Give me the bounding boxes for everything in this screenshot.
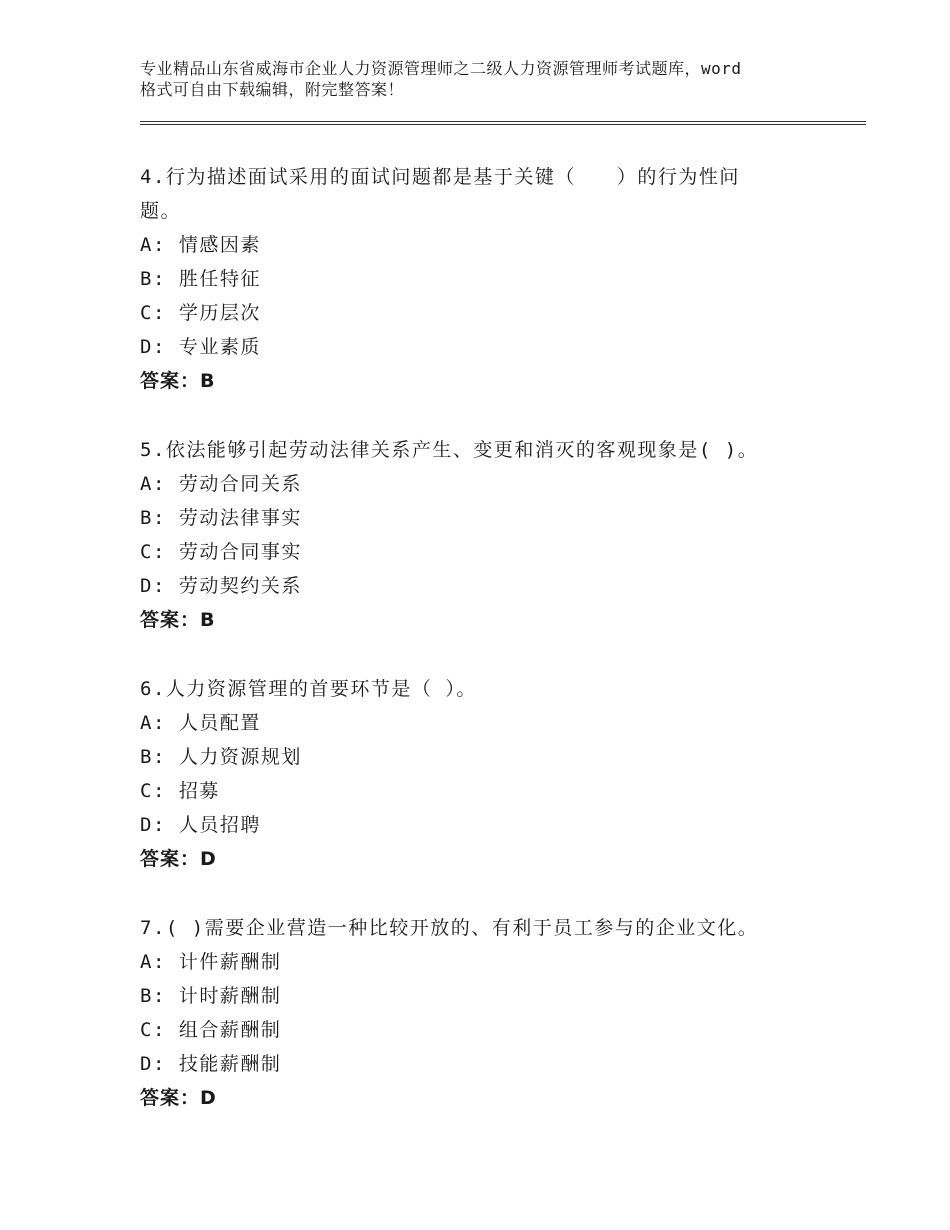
question-text-continued: 题。 [140,200,182,222]
header-title-line-2: 格式可自由下载编辑，附完整答案！ [140,80,405,99]
option-b: B: 计时薪酬制 [140,985,282,1007]
question-7 [140,911,790,1115]
option-d: D: 人员招聘 [140,814,261,836]
question-5 [140,433,790,637]
option-a: A: 计件薪酬制 [140,951,282,973]
question-text: 7.( )需要企业营造一种比较开放的、有利于员工参与的企业文化。 [140,917,759,939]
answer: 答案：B [140,609,216,631]
question-text: 6.人力资源管理的首要环节是（ ）。 [140,678,477,700]
option-a: A: 人员配置 [140,712,261,734]
option-b: B: 胜任特征 [140,268,261,290]
header-title-line-1: 专业精品山东省威海市企业人力资源管理师之二级人力资源管理师考试题库，word [140,59,742,78]
question-4 [140,160,790,398]
option-d: D: 劳动契约关系 [140,575,302,597]
option-d: D: 技能薪酬制 [140,1053,282,1075]
question-6 [140,672,790,876]
option-b: B: 劳动法律事实 [140,507,302,529]
option-c: C: 组合薪酬制 [140,1019,282,1041]
header-divider-top [140,121,866,122]
document-header [140,58,830,100]
question-text: 5.依法能够引起劳动法律关系产生、变更和消灭的客观现象是( )。 [140,439,759,461]
option-b: B: 人力资源规划 [140,746,302,768]
option-a: A: 劳动合同关系 [140,473,302,495]
option-c: C: 招募 [140,780,220,802]
option-c: C: 学历层次 [140,302,261,324]
answer: 答案：D [140,1087,217,1109]
header-divider-bottom [140,124,866,125]
answer: 答案：D [140,848,217,870]
answer: 答案：B [140,370,216,392]
question-text: 4.行为描述面试采用的面试问题都是基于关键（ ）的行为性问 [140,166,740,188]
option-c: C: 劳动合同事实 [140,541,302,563]
option-a: A: 情感因素 [140,234,261,256]
option-d: D: 专业素质 [140,336,261,358]
